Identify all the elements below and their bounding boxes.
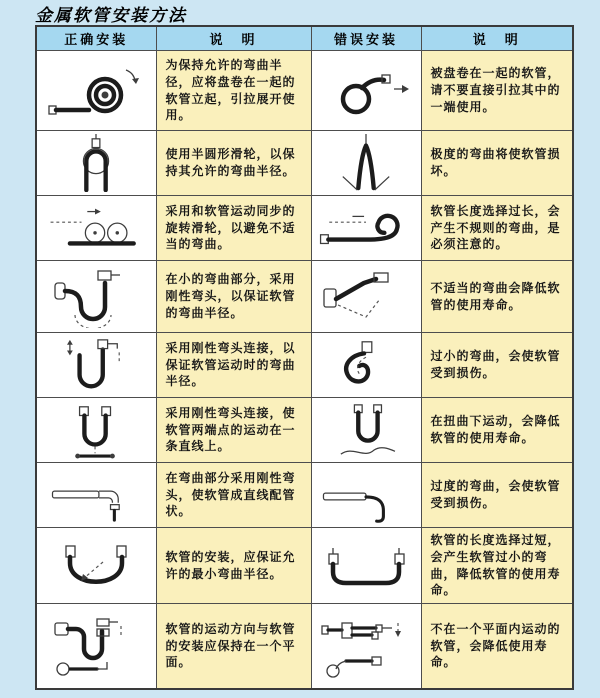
table-row bbox=[36, 398, 573, 463]
correct-illustration-cell bbox=[36, 261, 156, 333]
semicircular-pulley-icon bbox=[44, 134, 148, 192]
too-small-bend-icon bbox=[314, 336, 418, 394]
wrong-description: 过度的弯曲，会使软管受到损伤。 bbox=[421, 463, 573, 528]
correct-illustration-cell bbox=[36, 196, 156, 261]
table-row bbox=[36, 528, 573, 604]
correct-description: 软管的安装，应保证允许的最小弯曲半径。 bbox=[156, 528, 311, 604]
table-row bbox=[36, 51, 573, 131]
table-row bbox=[36, 261, 573, 333]
straight-pipe-elbow-icon bbox=[41, 466, 151, 524]
wrong-illustration-cell bbox=[311, 604, 421, 689]
wrong-illustration-cell bbox=[311, 51, 421, 131]
rotating-pulleys-icon bbox=[41, 199, 151, 257]
correct-description: 为保持允许的弯曲半径，应将盘卷在一起的软管立起，引拉展开使用。 bbox=[156, 51, 311, 131]
table-row bbox=[36, 196, 573, 261]
wrong-description: 软管的长度选择过短，会产生软管过小的弯曲，降低软管的使用寿命。 bbox=[421, 528, 573, 604]
correct-illustration-cell bbox=[36, 131, 156, 196]
wrong-illustration-cell bbox=[311, 463, 421, 528]
too-short-hose-icon bbox=[314, 535, 418, 597]
header-correct-description: 说 明 bbox=[156, 26, 311, 51]
correct-illustration-cell bbox=[36, 51, 156, 131]
correct-illustration-cell bbox=[36, 463, 156, 528]
correct-description: 在弯曲部分采用刚性弯头，使软管成直线配管状。 bbox=[156, 463, 311, 528]
coiled-hose-standing-icon bbox=[41, 58, 151, 124]
correct-illustration-cell bbox=[36, 528, 156, 604]
header-row bbox=[36, 26, 573, 51]
wrong-illustration-cell bbox=[311, 333, 421, 398]
header-correct-install: 正确安装 bbox=[36, 26, 156, 51]
wrong-description: 不适当的弯曲会降低软管的使用寿命。 bbox=[421, 261, 573, 333]
wrong-illustration-cell bbox=[311, 131, 421, 196]
extreme-bend-icon bbox=[314, 134, 418, 192]
wrong-description: 不在一个平面内运动的软管，会降低使用寿命。 bbox=[421, 604, 573, 689]
coiled-hose-pulled-icon bbox=[314, 60, 418, 122]
header-wrong-install: 错误安装 bbox=[311, 26, 421, 51]
improper-kink-icon bbox=[314, 266, 418, 328]
correct-description: 采用刚性弯头连接，以保证软管运动时的弯曲半径。 bbox=[156, 333, 311, 398]
wrong-illustration-cell bbox=[311, 196, 421, 261]
too-long-loop-icon bbox=[314, 199, 418, 257]
page-title: 金属软管安装方法 bbox=[35, 6, 187, 26]
wrong-description: 极度的弯曲将使软管损坏。 bbox=[421, 131, 573, 196]
correct-illustration-cell bbox=[36, 333, 156, 398]
correct-description: 软管的运动方向与软管的安装应保持在一个平面。 bbox=[156, 604, 311, 689]
installation-methods-table bbox=[35, 25, 574, 690]
correct-description: 在小的弯曲部分，采用刚性弯头，以保证软管的弯曲半径。 bbox=[156, 261, 311, 333]
wrong-illustration-cell bbox=[311, 528, 421, 604]
minimum-bend-radius-icon bbox=[41, 535, 151, 597]
table-row bbox=[36, 604, 573, 689]
header-wrong-description: 说 明 bbox=[421, 26, 573, 51]
overbent-pipe-icon bbox=[314, 466, 418, 524]
correct-description: 采用刚性弯头连接，使软管两端点的运动在一条直线上。 bbox=[156, 398, 311, 463]
out-of-plane-motion-icon bbox=[314, 610, 418, 682]
wrong-description: 在扭曲下运动，会降低软管的使用寿命。 bbox=[421, 398, 573, 463]
wrong-description: 被盘卷在一起的软管，请不要直接引拉其中的一端使用。 bbox=[421, 51, 573, 131]
wrong-illustration-cell bbox=[311, 261, 421, 333]
table-row bbox=[36, 131, 573, 196]
correct-illustration-cell bbox=[36, 604, 156, 689]
wrong-description: 过小的弯曲，会使软管受到损伤。 bbox=[421, 333, 573, 398]
table-row bbox=[36, 333, 573, 398]
correct-description: 使用半圆形滑轮，以保持其允许的弯曲半径。 bbox=[156, 131, 311, 196]
correct-description: 采用和软管运动同步的旋转滑轮，以避免不适当的弯曲。 bbox=[156, 196, 311, 261]
u-loop-straight-line-icon bbox=[41, 401, 151, 459]
table-row bbox=[36, 463, 573, 528]
wrong-description: 软管长度选择过长，会产生不规则的弯曲，是必须注意的。 bbox=[421, 196, 573, 261]
same-plane-trap-icon bbox=[41, 610, 151, 682]
twisted-u-loop-icon bbox=[314, 401, 418, 459]
wrong-illustration-cell bbox=[311, 398, 421, 463]
rigid-elbow-small-bend-icon bbox=[41, 266, 151, 328]
rigid-elbow-u-loop-icon bbox=[41, 336, 151, 394]
correct-illustration-cell bbox=[36, 398, 156, 463]
